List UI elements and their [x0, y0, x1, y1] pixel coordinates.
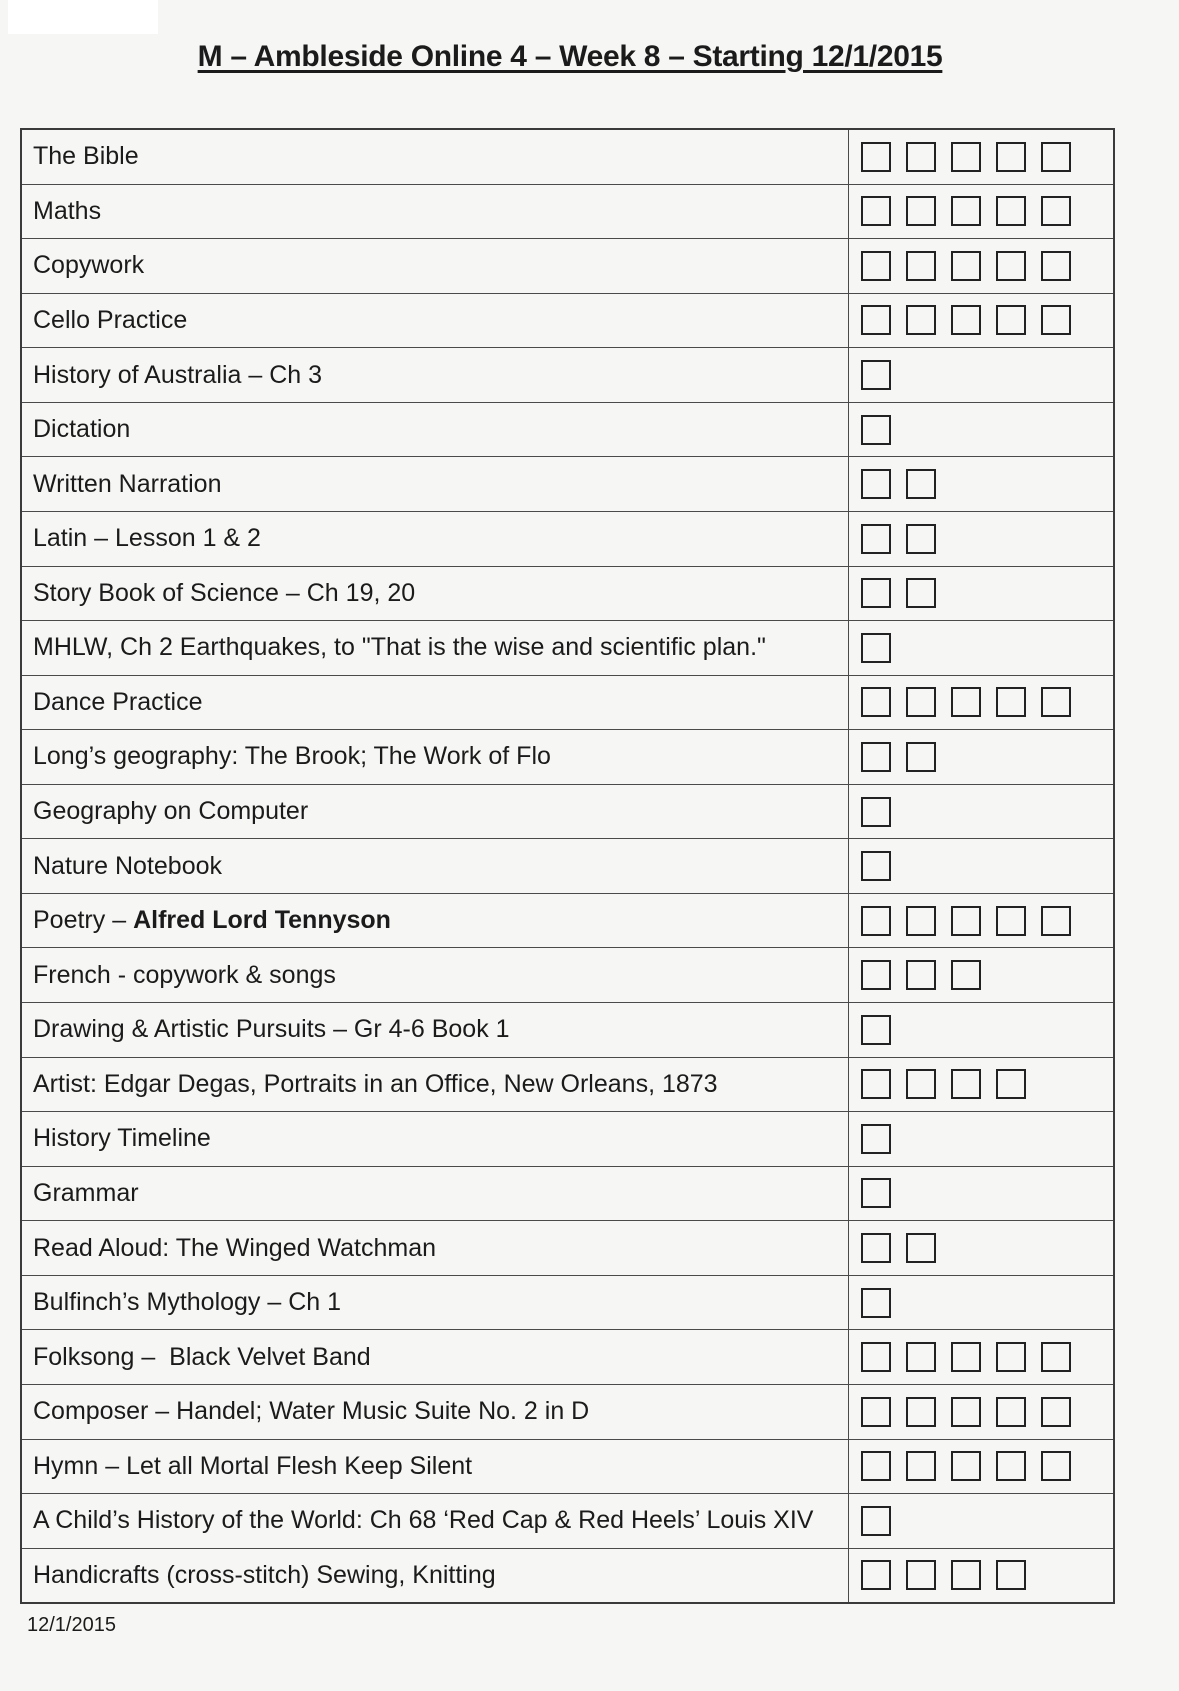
day-checkbox[interactable]: [951, 1560, 981, 1590]
subject-label: [22, 1440, 849, 1494]
subject-label: [22, 1167, 849, 1221]
checkbox-group: [849, 567, 1113, 621]
day-checkbox[interactable]: [1041, 142, 1071, 172]
subject-text: French - copywork & songs: [33, 960, 336, 989]
subject-text: Dance Practice: [33, 687, 203, 716]
day-checkbox[interactable]: [861, 360, 891, 390]
checklist-row: [22, 1276, 1113, 1331]
checkbox-group: [849, 1221, 1113, 1275]
subject-label: [22, 1112, 849, 1166]
subject-label: [22, 1221, 849, 1275]
day-checkbox[interactable]: [861, 1288, 891, 1318]
day-checkbox[interactable]: [906, 1560, 936, 1590]
checkbox-group: [849, 1549, 1113, 1603]
day-checkbox[interactable]: [906, 960, 936, 990]
subject-text: Grammar: [33, 1178, 139, 1207]
day-checkbox[interactable]: [906, 1069, 936, 1099]
subject-label: [22, 567, 849, 621]
checklist-row: [22, 1330, 1113, 1385]
checklist-row: [22, 1494, 1113, 1549]
day-checkbox[interactable]: [906, 142, 936, 172]
subject-text: Geography on Computer: [33, 797, 309, 826]
checkbox-group: [849, 730, 1113, 784]
checklist-row: [22, 1003, 1113, 1058]
subject-text: Copywork: [33, 251, 145, 280]
day-checkbox[interactable]: [996, 142, 1026, 172]
day-checkbox[interactable]: [951, 1397, 981, 1427]
day-checkbox[interactable]: [996, 1560, 1026, 1590]
day-checkbox[interactable]: [1041, 1451, 1071, 1481]
checklist-row: [22, 1167, 1113, 1222]
day-checkbox[interactable]: [861, 1233, 891, 1263]
checklist-row: [22, 730, 1113, 785]
day-checkbox[interactable]: [861, 196, 891, 226]
checkbox-group: [849, 294, 1113, 348]
checklist-row: [22, 348, 1113, 403]
day-checkbox[interactable]: [906, 906, 936, 936]
subject-text: A Child’s History of the World: Ch 68 ‘Red Cap & Red Heels’ Louis XIV: [33, 1506, 814, 1535]
checklist-row: [22, 512, 1113, 567]
day-checkbox[interactable]: [906, 469, 936, 499]
checkbox-group: [849, 621, 1113, 675]
checkbox-group: [849, 457, 1113, 511]
day-checkbox[interactable]: [861, 578, 891, 608]
checkbox-group: [849, 1003, 1113, 1057]
checklist-row: [22, 894, 1113, 949]
day-checkbox[interactable]: [906, 251, 936, 281]
checkbox-group: [849, 1112, 1113, 1166]
day-checkbox[interactable]: [951, 142, 981, 172]
checklist-row: [22, 948, 1113, 1003]
subject-text: The Bible: [33, 142, 139, 171]
checklist-row: [22, 1058, 1113, 1113]
day-checkbox[interactable]: [906, 305, 936, 335]
day-checkbox[interactable]: [906, 742, 936, 772]
day-checkbox[interactable]: [861, 305, 891, 335]
subject-label: [22, 239, 849, 293]
subject-label: [22, 676, 849, 730]
subject-label: [22, 730, 849, 784]
day-checkbox[interactable]: [951, 251, 981, 281]
checklist-row: [22, 1385, 1113, 1440]
subject-label: [22, 1276, 849, 1330]
subject-text: Composer – Handel; Water Music Suite No. 2 in D: [33, 1397, 590, 1426]
day-checkbox[interactable]: [861, 687, 891, 717]
day-checkbox[interactable]: [906, 1342, 936, 1372]
day-checkbox[interactable]: [951, 906, 981, 936]
day-checkbox[interactable]: [861, 415, 891, 445]
day-checkbox[interactable]: [861, 251, 891, 281]
day-checkbox[interactable]: [861, 960, 891, 990]
subject-text: MHLW, Ch 2 Earthquakes, to "That is the wise and scientific plan.": [33, 633, 766, 662]
checkbox-group: [849, 1276, 1113, 1330]
day-checkbox[interactable]: [906, 1397, 936, 1427]
checklist-row: [22, 676, 1113, 731]
subject-text: History of Australia – Ch 3: [33, 360, 323, 389]
subject-label: [22, 403, 849, 457]
subject-label: [22, 948, 849, 1002]
checklist-row: [22, 294, 1113, 349]
day-checkbox[interactable]: [951, 960, 981, 990]
subject-text: Hymn – Let all Mortal Flesh Keep Silent: [33, 1451, 473, 1480]
checkbox-group: [849, 839, 1113, 893]
checkbox-group: [849, 1494, 1113, 1548]
day-checkbox[interactable]: [861, 1451, 891, 1481]
checkbox-group: [849, 1440, 1113, 1494]
footer-date: 12/1/2015: [27, 1614, 116, 1636]
subject-label: [22, 457, 849, 511]
checklist-row: [22, 1221, 1113, 1276]
checkbox-group: [849, 239, 1113, 293]
day-checkbox[interactable]: [1041, 1397, 1071, 1427]
day-checkbox[interactable]: [861, 1124, 891, 1154]
day-checkbox[interactable]: [906, 1233, 936, 1263]
subject-label: [22, 294, 849, 348]
day-checkbox[interactable]: [1041, 251, 1071, 281]
day-checkbox[interactable]: [861, 1069, 891, 1099]
checklist-row: [22, 239, 1113, 294]
day-checkbox[interactable]: [996, 1342, 1026, 1372]
subject-text: Written Narration: [33, 469, 222, 498]
day-checkbox[interactable]: [996, 1451, 1026, 1481]
checkbox-group: [849, 512, 1113, 566]
paper-corner-patch: [8, 0, 158, 34]
day-checkbox[interactable]: [996, 196, 1026, 226]
checklist-row: [22, 567, 1113, 622]
checkbox-group: [849, 1167, 1113, 1221]
subject-label: [22, 1494, 849, 1548]
day-checkbox[interactable]: [996, 1397, 1026, 1427]
checkbox-group: [849, 894, 1113, 948]
day-checkbox[interactable]: [951, 1069, 981, 1099]
day-checkbox[interactable]: [951, 1451, 981, 1481]
day-checkbox[interactable]: [906, 687, 936, 717]
checkbox-group: [849, 348, 1113, 402]
subject-text: Bulfinch’s Mythology – Ch 1: [33, 1288, 342, 1317]
subject-text: Dictation: [33, 415, 131, 444]
checklist-row: [22, 621, 1113, 676]
subject-emphasis-text: Alfred Lord Tennyson: [133, 906, 391, 935]
checkbox-group: [849, 185, 1113, 239]
subject-text: Artist: Edgar Degas, Portraits in an Office, New Orleans, 1873: [33, 1069, 718, 1098]
day-checkbox[interactable]: [861, 1560, 891, 1590]
day-checkbox[interactable]: [861, 906, 891, 936]
checklist-row: [22, 1549, 1113, 1603]
day-checkbox[interactable]: [906, 1451, 936, 1481]
day-checkbox[interactable]: [1041, 687, 1071, 717]
subject-text: Long’s geography: The Brook; The Work of Flo: [33, 742, 551, 771]
subject-label: [22, 130, 849, 184]
subject-label: [22, 512, 849, 566]
subject-text: Read Aloud: The Winged Watchman: [33, 1233, 437, 1262]
checkbox-group: [849, 130, 1113, 184]
day-checkbox[interactable]: [861, 1178, 891, 1208]
subject-label: [22, 894, 849, 948]
day-checkbox[interactable]: [1041, 196, 1071, 226]
subject-label: [22, 1003, 849, 1057]
day-checkbox[interactable]: [861, 633, 891, 663]
subject-label: [22, 621, 849, 675]
day-checkbox[interactable]: [951, 196, 981, 226]
day-checkbox[interactable]: [996, 687, 1026, 717]
day-checkbox[interactable]: [861, 1397, 891, 1427]
checkbox-group: [849, 1058, 1113, 1112]
subject-text: Cello Practice: [33, 305, 188, 334]
subject-text: Drawing & Artistic Pursuits – Gr 4-6 Book 1: [33, 1015, 510, 1044]
subject-label: [22, 839, 849, 893]
day-checkbox[interactable]: [951, 687, 981, 717]
checklist-row: [22, 785, 1113, 840]
subject-label: [22, 185, 849, 239]
day-checkbox[interactable]: [1041, 305, 1071, 335]
subject-label: [22, 1549, 849, 1603]
checklist-row: [22, 185, 1113, 240]
subject-label: [22, 1385, 849, 1439]
checklist-row: [22, 839, 1113, 894]
checklist-row: [22, 1440, 1113, 1495]
subject-label: [22, 1330, 849, 1384]
subject-text: Folksong – Black Velvet Band: [33, 1342, 371, 1371]
day-checkbox[interactable]: [1041, 906, 1071, 936]
subject-text: Story Book of Science – Ch 19, 20: [33, 578, 416, 607]
day-checkbox[interactable]: [996, 1069, 1026, 1099]
day-checkbox[interactable]: [906, 196, 936, 226]
day-checkbox[interactable]: [861, 797, 891, 827]
subject-label: [22, 785, 849, 839]
day-checkbox[interactable]: [996, 305, 1026, 335]
subject-text: History Timeline: [33, 1124, 211, 1153]
subject-label: [22, 348, 849, 402]
day-checkbox[interactable]: [861, 742, 891, 772]
day-checkbox[interactable]: [951, 305, 981, 335]
checklist-table: [20, 128, 1115, 1604]
checklist-row: [22, 403, 1113, 458]
checklist-row: [22, 1112, 1113, 1167]
day-checkbox[interactable]: [951, 1342, 981, 1372]
subject-text: Latin – Lesson 1 & 2: [33, 524, 261, 553]
day-checkbox[interactable]: [861, 142, 891, 172]
checklist-row: [22, 457, 1113, 512]
checkbox-group: [849, 1330, 1113, 1384]
checkbox-group: [849, 403, 1113, 457]
day-checkbox[interactable]: [861, 1506, 891, 1536]
checkbox-group: [849, 785, 1113, 839]
subject-text: Poetry –: [33, 906, 134, 935]
page-title: M – Ambleside Online 4 – Week 8 – Starting 12/1/2015: [197, 40, 943, 73]
day-checkbox[interactable]: [861, 524, 891, 554]
checklist-row: [22, 130, 1113, 185]
day-checkbox[interactable]: [906, 578, 936, 608]
day-checkbox[interactable]: [996, 906, 1026, 936]
day-checkbox[interactable]: [996, 251, 1026, 281]
day-checkbox[interactable]: [861, 469, 891, 499]
checkbox-group: [849, 948, 1113, 1002]
day-checkbox[interactable]: [861, 1342, 891, 1372]
subject-text: Maths: [33, 196, 102, 225]
day-checkbox[interactable]: [861, 1015, 891, 1045]
subject-text: Nature Notebook: [33, 851, 223, 880]
day-checkbox[interactable]: [1041, 1342, 1071, 1372]
subject-label: [22, 1058, 849, 1112]
subject-text: Handicrafts (cross-stitch) Sewing, Knitting: [33, 1560, 496, 1589]
checkbox-group: [849, 1385, 1113, 1439]
day-checkbox[interactable]: [861, 851, 891, 881]
day-checkbox[interactable]: [906, 524, 936, 554]
checkbox-group: [849, 676, 1113, 730]
